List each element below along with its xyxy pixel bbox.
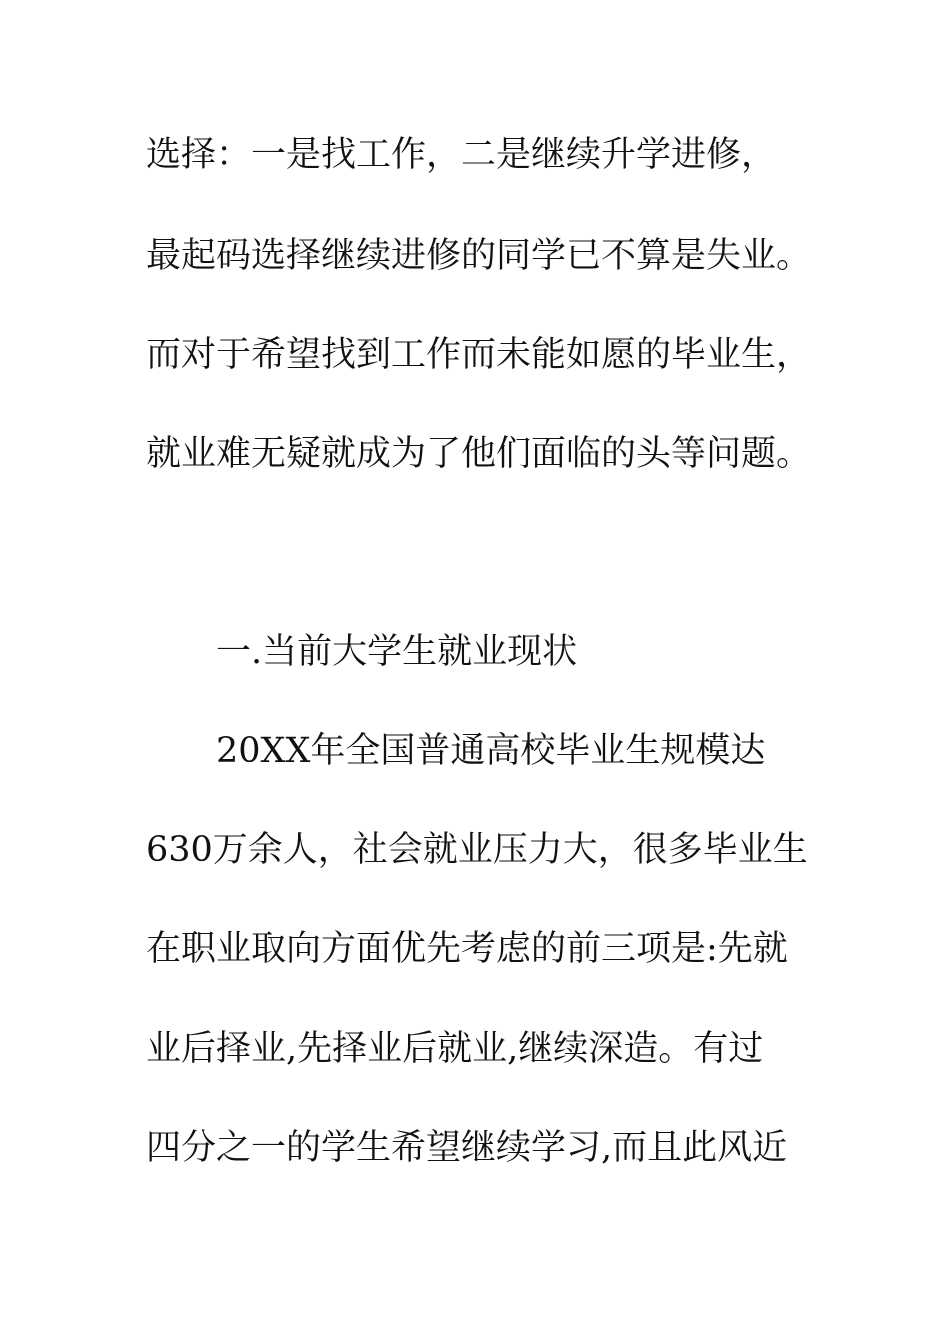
text-line: 业后择业,先择业后就业,继续深造。有过 bbox=[146, 1029, 764, 1069]
text-line: 最起码选择继续进修的同学已不算是失业。 bbox=[146, 236, 812, 276]
text-line: 就业难无疑就成为了他们面临的头等问题。 bbox=[146, 434, 812, 474]
text-line: 选择：一是找工作，二是继续升学进修， bbox=[146, 135, 777, 175]
text-line: 20XX年全国普通高校毕业生规模达 bbox=[216, 731, 766, 771]
text-line: 在职业取向方面优先考虑的前三项是:先就 bbox=[146, 929, 788, 969]
text-line: 四分之一的学生希望继续学习,而且此风近 bbox=[146, 1128, 788, 1168]
section-heading: 一.当前大学生就业现状 bbox=[216, 632, 578, 672]
text-line: 630万余人，社会就业压力大，很多毕业生 bbox=[146, 830, 808, 870]
text-line: 而对于希望找到工作而未能如愿的毕业生， bbox=[146, 335, 812, 375]
